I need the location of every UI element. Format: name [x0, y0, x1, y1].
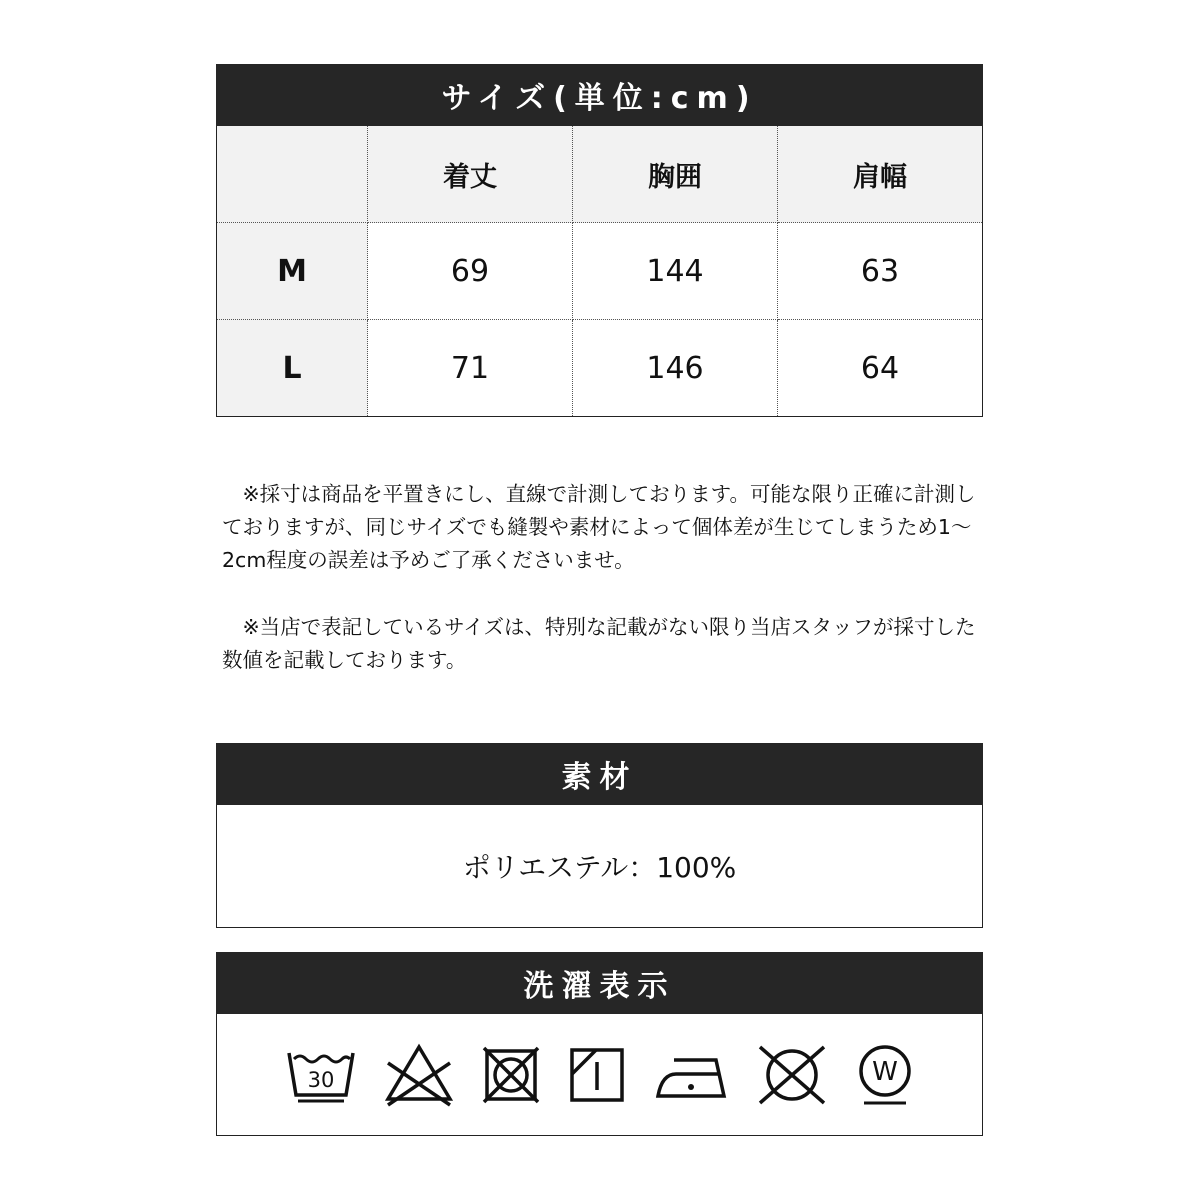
column-header-chest: 胸囲: [573, 126, 778, 223]
material-body: [216, 805, 983, 928]
size-table: [216, 126, 983, 417]
material-section: [216, 743, 983, 928]
table-row: [217, 223, 983, 320]
column-header-length: 着丈: [368, 126, 573, 223]
cell-m-length: 69: [368, 223, 573, 320]
measurement-note: ※採寸は商品を平置きにし、直線で計測しております。可能な限り正確に計測しておりますが、同じサイズでも縫製や素材によって個体差が生じてしまうため1～2cm程度の誤差は予めご了承くださいませ。: [222, 482, 976, 572]
column-header-shoulder: 肩幅: [778, 126, 983, 223]
wet-clean-icon: [856, 1043, 914, 1107]
cell-l-chest: 146: [573, 320, 778, 417]
no-bleach-icon: [384, 1043, 454, 1107]
wash-30-icon: [286, 1045, 356, 1105]
size-table-corner: [217, 126, 368, 223]
no-tumble-dry-icon: [482, 1046, 540, 1104]
cell-l-shoulder: 64: [778, 320, 983, 417]
care-title: 洗濯表示: [216, 952, 983, 1014]
drip-dry-shade-icon: [568, 1046, 626, 1104]
size-table-section: [216, 64, 983, 417]
care-icons-row: [216, 1014, 983, 1136]
care-section: [216, 952, 983, 1136]
cell-l-length: 71: [368, 320, 573, 417]
staff-measure-note: ※当店で表記しているサイズは、特別な記載がない限り当店スタッフが採寸した数値を記載しております。: [222, 615, 976, 672]
iron-low-icon: [654, 1048, 728, 1102]
cell-m-shoulder: 63: [778, 223, 983, 320]
size-label-l: L: [217, 320, 368, 417]
wetclean-letter: W: [871, 1056, 898, 1087]
table-row: [217, 320, 983, 417]
no-dryclean-icon: [756, 1043, 828, 1107]
material-text: ポリエステル：100%: [462, 851, 737, 884]
material-title: 素材: [216, 743, 983, 805]
size-table-header-row: [217, 126, 983, 223]
size-label-m: M: [217, 223, 368, 320]
cell-m-chest: 144: [573, 223, 778, 320]
size-table-title: サイズ(単位:cm): [216, 64, 983, 126]
wash-temp-text: 30: [307, 1067, 334, 1092]
